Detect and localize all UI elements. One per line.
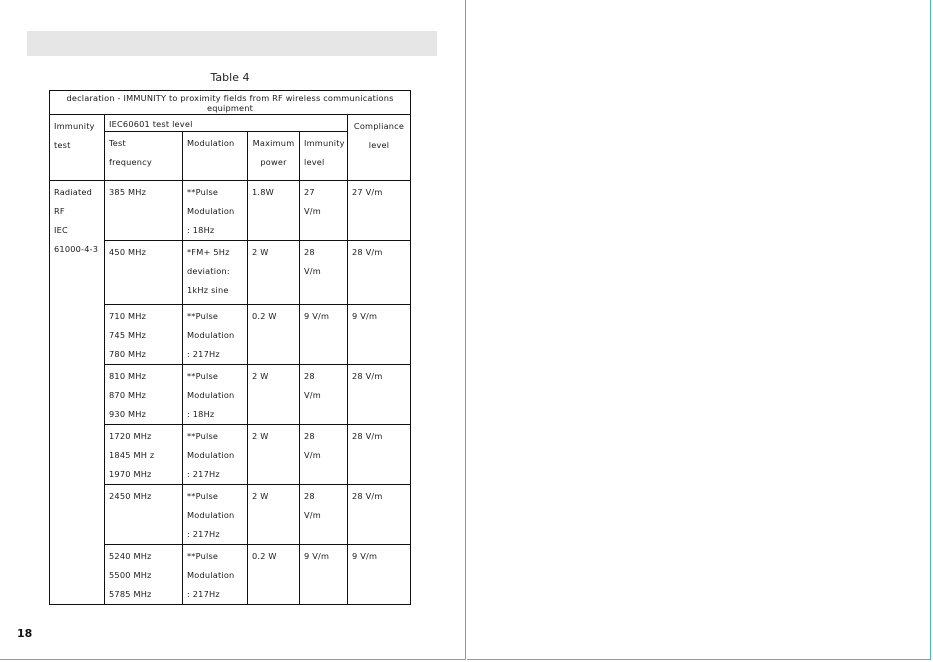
cell-power: 1.8W xyxy=(248,181,300,241)
cell-power: 2 W xyxy=(248,485,300,545)
cell-modulation: **Pulse Modulation : 217Hz xyxy=(183,485,248,545)
table-row xyxy=(50,241,411,305)
cell-power: 2 W xyxy=(248,365,300,425)
cell-modulation: **Pulse Modulation : 18Hz xyxy=(183,365,248,425)
header-modulation: Modulation xyxy=(183,132,248,181)
cell-immunity-level: 9 V/m xyxy=(300,545,348,605)
table-row xyxy=(50,365,411,425)
cell-compliance: 28 V/m xyxy=(348,485,411,545)
cell-frequency: 1720 MHz 1845 MH z 1970 MHz xyxy=(105,425,183,485)
cell-immunity-level: 9 V/m xyxy=(300,305,348,365)
table-row xyxy=(50,181,411,241)
table-row xyxy=(50,485,411,545)
table-title: declaration - IMMUNITY to proximity fields from RF wireless communications equipment xyxy=(50,91,411,115)
page-number: 18 xyxy=(17,627,33,640)
cell-compliance: 9 V/m xyxy=(348,545,411,605)
cell-compliance: 28 V/m xyxy=(348,425,411,485)
test-name: Radiated RF IEC 61000-4-3 xyxy=(50,181,105,605)
cell-immunity-level: 27 V/m xyxy=(300,181,348,241)
header-immunity-test: Immunity test xyxy=(50,115,105,181)
cell-compliance: 28 V/m xyxy=(348,365,411,425)
cell-modulation: **Pulse Modulation : 217Hz xyxy=(183,305,248,365)
header-test-frequency: Test frequency xyxy=(105,132,183,181)
cell-modulation: **Pulse Modulation : 217Hz xyxy=(183,545,248,605)
cell-frequency: 810 MHz 870 MHz 930 MHz xyxy=(105,365,183,425)
cell-power: 2 W xyxy=(248,241,300,305)
cell-immunity-level: 28 V/m xyxy=(300,241,348,305)
cell-frequency: 710 MHz 745 MHz 780 MHz xyxy=(105,305,183,365)
header-immunity-level: Immunity level xyxy=(300,132,348,181)
cell-compliance: 27 V/m xyxy=(348,181,411,241)
header-compliance: Compliance level xyxy=(348,115,411,181)
header-row xyxy=(50,115,411,132)
table-row xyxy=(50,545,411,605)
cell-modulation: *FM+ 5Hz deviation: 1kHz sine xyxy=(183,241,248,305)
table-row xyxy=(50,305,411,365)
cell-modulation: **Pulse Modulation : 217Hz xyxy=(183,425,248,485)
cell-modulation: **Pulse Modulation : 18Hz xyxy=(183,181,248,241)
table-title-row xyxy=(50,91,411,115)
cell-immunity-level: 28 V/m xyxy=(300,365,348,425)
cell-frequency: 2450 MHz xyxy=(105,485,183,545)
left-page xyxy=(0,0,466,660)
cell-immunity-level: 28 V/m xyxy=(300,485,348,545)
cell-frequency: 385 MHz xyxy=(105,181,183,241)
cell-frequency: 5240 MHz 5500 MHz 5785 MHz xyxy=(105,545,183,605)
cell-power: 0.2 W xyxy=(248,545,300,605)
section-header-bar xyxy=(27,31,437,56)
cell-immunity-level: 28 V/m xyxy=(300,425,348,485)
immunity-table xyxy=(49,90,411,605)
cell-compliance: 9 V/m xyxy=(348,305,411,365)
header-test-level: IEC60601 test level xyxy=(105,115,348,132)
cell-power: 0.2 W xyxy=(248,305,300,365)
header-maximum-power: Maximum power xyxy=(248,132,300,181)
right-page xyxy=(467,0,931,660)
table-caption: Table 4 xyxy=(210,71,250,84)
cell-frequency: 450 MHz xyxy=(105,241,183,305)
cell-power: 2 W xyxy=(248,425,300,485)
cell-compliance: 28 V/m xyxy=(348,241,411,305)
table-row xyxy=(50,425,411,485)
